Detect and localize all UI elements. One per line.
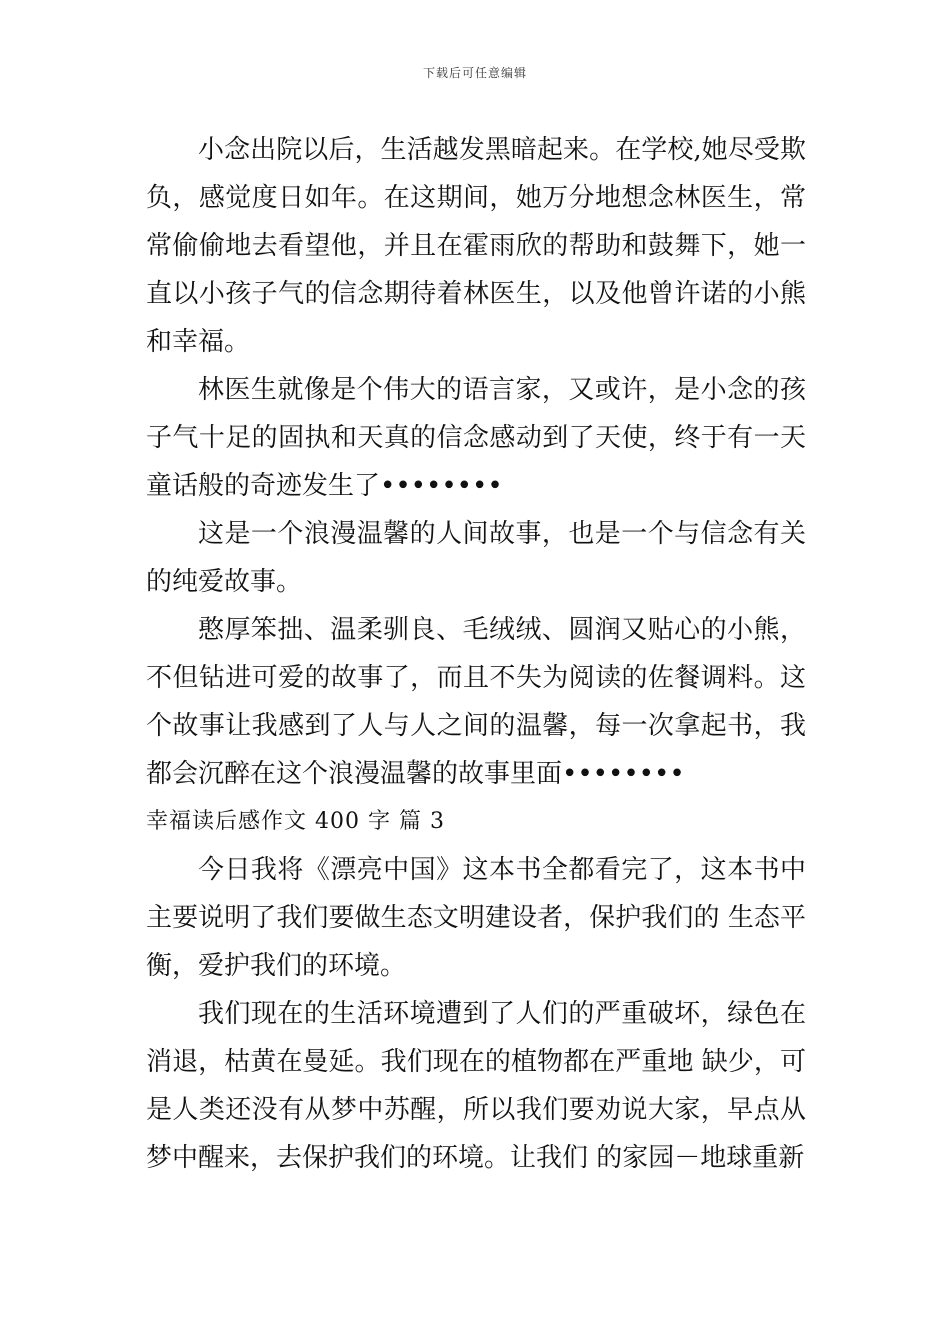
paragraph-2: 林医生就像是个伟大的语言家，又或许，是小念的孩子气十足的固执和天真的信念感动到了天使，终于有一天童话般的奇迹发生了•••••••• [146, 375, 806, 501]
paragraph-6: 我们现在的生活环境遭到了人们的严重破坏，绿色在消退，枯黄在曼延。我们现在的植物都在严重地 缺少，可是人类还没有从梦中苏醒，所以我们要劝说大家，早点从梦中醒来，去保护我们的环境。让我们 的家园－地球重新 [146, 999, 806, 1173]
paragraph-5: 今日我将《漂亮中国》这本书全都看完了，这本书中主要说明了我们要做生态文明建设者，保护我们的 生态平衡，爱护我们的环境。 [146, 855, 806, 981]
paragraph-1: 小念出院以后，生活越发黑暗起来。在学校,她尽受欺负，感觉度日如年。在这期间，她万分地想念林医生，常常偷偷地去看望他，并且在霍雨欣的帮助和鼓舞下，她一直以小孩子气的信念期待着林医生，以及他曾许诺的小熊和幸福。 [146, 135, 806, 357]
document-body [146, 126, 806, 1182]
paragraph-4: 憨厚笨拙、温柔驯良、毛绒绒、圆润又贴心的小熊，不但钻进可爱的故事了，而且不失为阅读的佐餐调料。这个故事让我感到了人与人之间的温馨，每一次拿起书，我都会沉醉在这个浪漫温馨的故事里面•••••••• [146, 615, 806, 789]
header-note: 下载后可任意编辑 [422, 66, 527, 80]
paragraph-3: 这是一个浪漫温馨的人间故事，也是一个与信念有关的纯爱故事。 [146, 519, 806, 597]
section-title: 幸福读后感作文 400 字 篇 3 [146, 809, 445, 834]
